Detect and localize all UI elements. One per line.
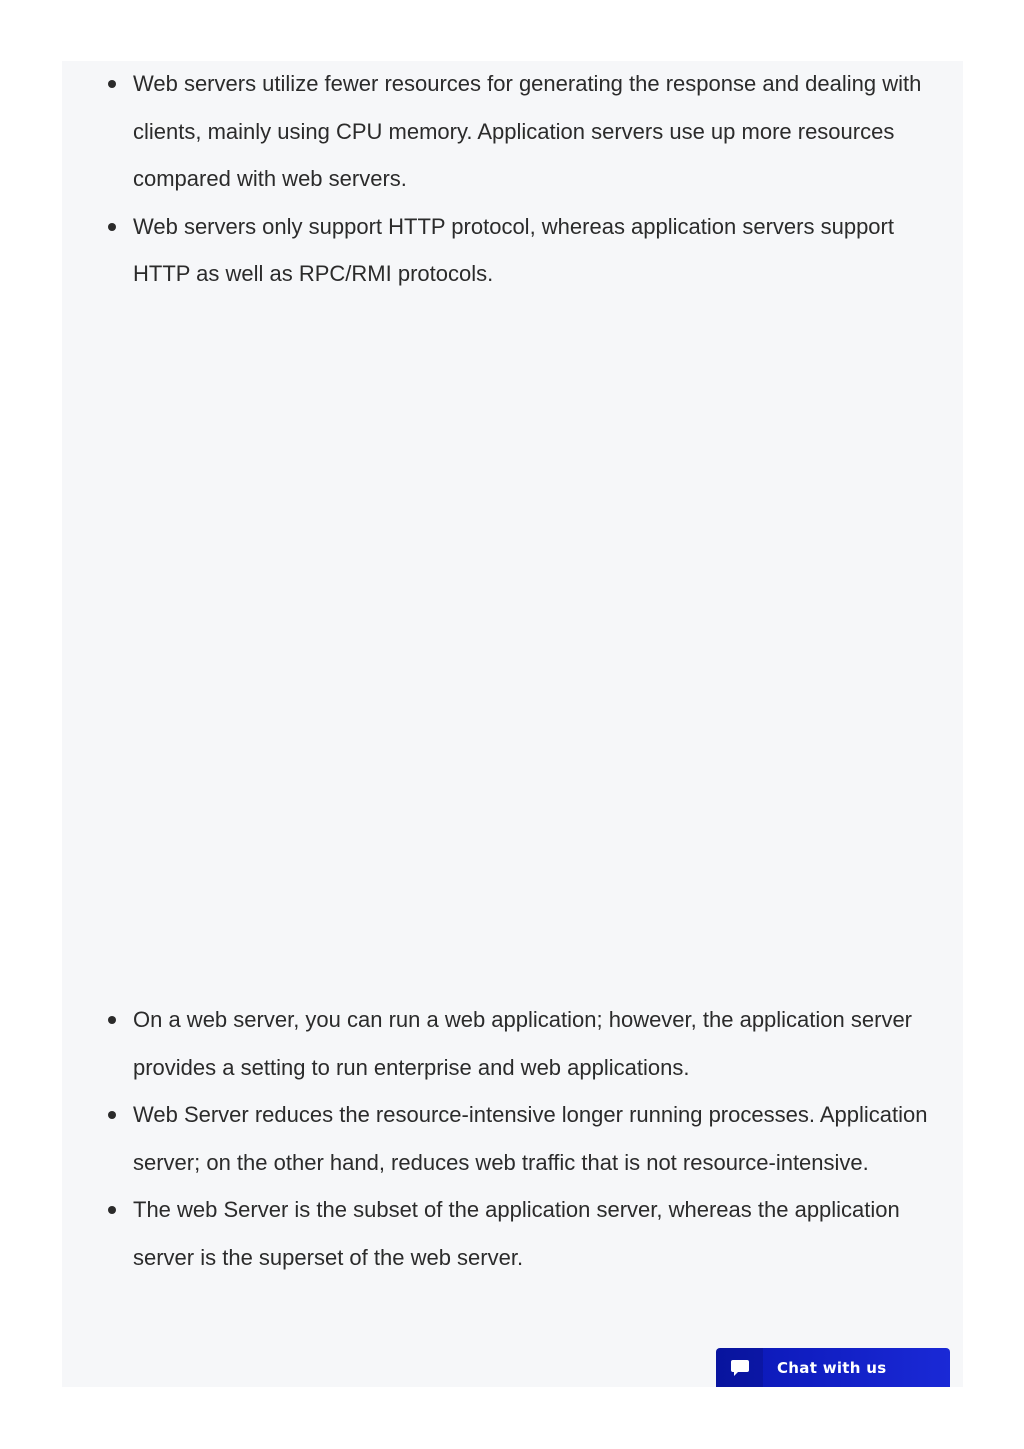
list-item-text: The web Server is the subset of the application server, whereas the application server is the superset of the web server. <box>133 1197 900 1270</box>
bullet-list-bottom <box>62 996 963 1282</box>
list-item <box>62 60 963 203</box>
list-item <box>62 1091 963 1186</box>
list-item-text: Web Server reduces the resource-intensive longer running processes. Application server; on the other hand, reduces web traffic that is not resource-intensive. <box>133 1102 928 1175</box>
article-content-panel <box>62 61 963 1387</box>
list-item-text: On a web server, you can run a web application; however, the application server provides a setting to run enterprise and web applications. <box>133 1007 913 1080</box>
chat-with-us-button[interactable] <box>716 1348 950 1387</box>
bullet-icon <box>108 1206 116 1214</box>
bullet-icon <box>108 223 116 231</box>
bullet-icon <box>108 1111 116 1119</box>
bullet-icon <box>108 80 116 88</box>
bullet-icon <box>108 1016 116 1024</box>
list-item-text: Web servers utilize fewer resources for generating the response and dealing with clients, mainly using CPU memory. Application servers use up more resources compared with web servers. <box>133 71 922 192</box>
list-item <box>62 1186 963 1281</box>
chat-widget-label[interactable]: Chat with us <box>777 1358 887 1377</box>
chat-bubble-icon[interactable] <box>716 1348 763 1387</box>
bullet-list-top <box>62 60 963 298</box>
list-item <box>62 996 963 1091</box>
list-item-text: Web servers only support HTTP protocol, whereas application servers support HTTP as well as RPC/RMI protocols. <box>133 213 894 287</box>
blank-content-area <box>62 301 963 981</box>
list-item <box>62 203 963 298</box>
